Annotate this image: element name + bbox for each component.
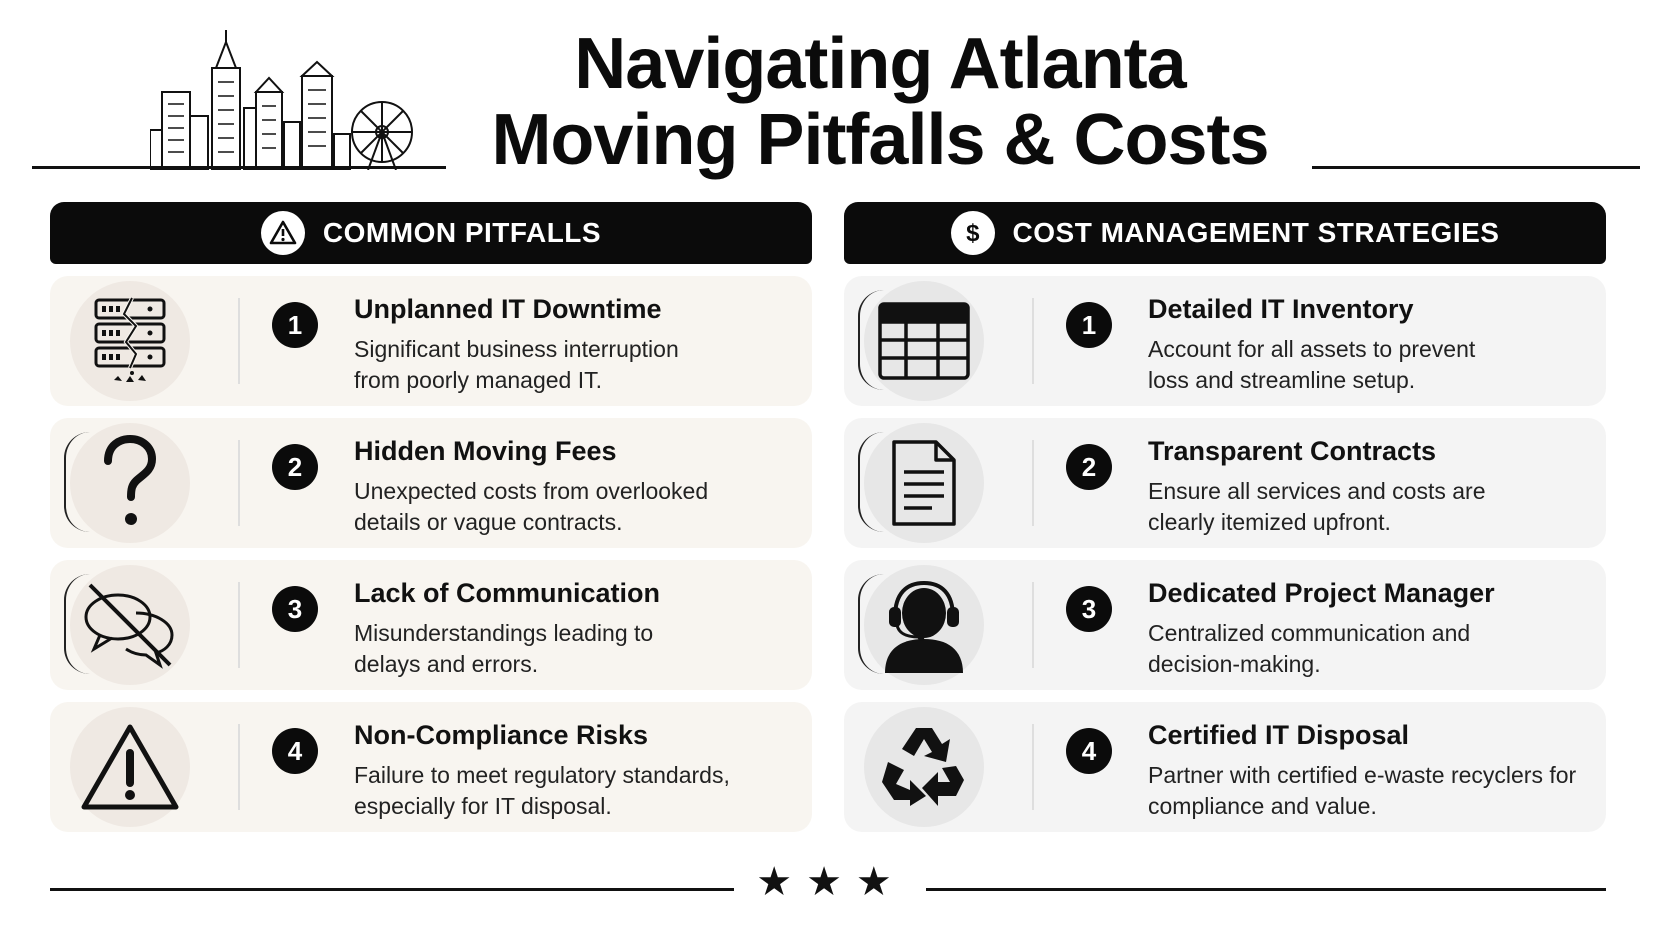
page-title-line-2: Moving Pitfalls & Costs bbox=[491, 100, 1269, 180]
card-divider bbox=[1032, 440, 1034, 526]
item-description: Unexpected costs from overlooked details or vague contracts. bbox=[354, 478, 709, 535]
item-description: Misunderstandings leading to delays and errors. bbox=[354, 620, 654, 677]
pitfall-card-1 bbox=[50, 276, 812, 406]
footer-stars: ★★★ bbox=[756, 860, 906, 904]
item-number: 3 bbox=[272, 586, 318, 632]
item-number: 1 bbox=[1066, 302, 1112, 348]
dollar-icon bbox=[951, 211, 995, 255]
item-title: Detailed IT Inventory bbox=[1148, 294, 1414, 324]
warning-triangle-icon bbox=[261, 211, 305, 255]
item-description: Partner with certified e-waste recyclers for compliance and value. bbox=[1148, 762, 1577, 819]
item-title: Unplanned IT Downtime bbox=[354, 294, 662, 324]
card-divider bbox=[1032, 298, 1034, 384]
strategies-banner bbox=[844, 202, 1606, 264]
item-description: Significant business interruption from poorly managed IT. bbox=[354, 336, 679, 393]
item-description: Failure to meet regulatory standards, especially for IT disposal. bbox=[354, 762, 730, 819]
card-divider bbox=[238, 440, 240, 526]
header-rule-right bbox=[1312, 166, 1640, 169]
decorative-arc bbox=[64, 574, 90, 674]
card-divider bbox=[238, 724, 240, 810]
item-description: Account for all assets to prevent loss and streamline setup. bbox=[1148, 336, 1476, 393]
item-number: 1 bbox=[272, 302, 318, 348]
svg-text:$: $ bbox=[965, 220, 980, 247]
page-title bbox=[440, 26, 1320, 178]
item-title: Non-Compliance Risks bbox=[354, 720, 649, 750]
card-divider bbox=[238, 298, 240, 384]
strategy-card-1 bbox=[844, 276, 1606, 406]
item-description: Centralized communication and decision-making. bbox=[1148, 620, 1471, 677]
item-title: Certified IT Disposal bbox=[1148, 720, 1410, 750]
strategies-heading: COST MANAGEMENT STRATEGIES bbox=[1012, 217, 1500, 248]
item-description: Ensure all services and costs are clearly itemized upfront. bbox=[1148, 478, 1486, 535]
no-chat-icon bbox=[80, 579, 180, 671]
pitfall-card-3 bbox=[50, 560, 812, 690]
pitfalls-column bbox=[50, 202, 812, 832]
strategy-card-3 bbox=[844, 560, 1606, 690]
decorative-arc bbox=[64, 432, 90, 532]
icon-circle bbox=[864, 707, 984, 827]
card-divider bbox=[1032, 724, 1034, 810]
icon-circle bbox=[70, 281, 190, 401]
strategies-column bbox=[844, 202, 1606, 832]
item-number: 2 bbox=[1066, 444, 1112, 490]
broken-server-icon bbox=[92, 296, 168, 386]
document-icon bbox=[890, 438, 958, 528]
item-number: 4 bbox=[1066, 728, 1112, 774]
item-number: 2 bbox=[272, 444, 318, 490]
card-divider bbox=[1032, 582, 1034, 668]
pitfall-card-2 bbox=[50, 418, 812, 548]
page-title-line-1: Navigating Atlanta bbox=[574, 24, 1186, 104]
item-title: Dedicated Project Manager bbox=[1148, 578, 1495, 608]
atlanta-skyline-icon bbox=[150, 30, 430, 170]
icon-circle bbox=[70, 707, 190, 827]
warning-icon bbox=[78, 721, 182, 813]
footer bbox=[0, 860, 1672, 920]
header bbox=[0, 0, 1672, 190]
decorative-arc bbox=[858, 290, 884, 390]
item-number: 3 bbox=[1066, 586, 1112, 632]
card-divider bbox=[238, 582, 240, 668]
item-title: Lack of Communication bbox=[354, 578, 661, 608]
item-number: 4 bbox=[272, 728, 318, 774]
item-title: Transparent Contracts bbox=[1148, 436, 1437, 466]
footer-rule-left bbox=[50, 888, 734, 891]
spreadsheet-icon bbox=[876, 300, 972, 382]
pitfalls-banner bbox=[50, 202, 812, 264]
decorative-arc bbox=[858, 432, 884, 532]
strategy-card-4 bbox=[844, 702, 1606, 832]
footer-rule-right bbox=[926, 888, 1606, 891]
pitfalls-heading: COMMON PITFALLS bbox=[322, 217, 602, 248]
pitfall-card-4 bbox=[50, 702, 812, 832]
question-mark-icon bbox=[98, 435, 162, 531]
header-rule-left bbox=[32, 166, 446, 169]
headset-person-icon bbox=[879, 577, 969, 673]
strategy-card-2 bbox=[844, 418, 1606, 548]
recycle-icon bbox=[876, 722, 972, 812]
decorative-arc bbox=[858, 574, 884, 674]
item-title: Hidden Moving Fees bbox=[354, 436, 617, 466]
